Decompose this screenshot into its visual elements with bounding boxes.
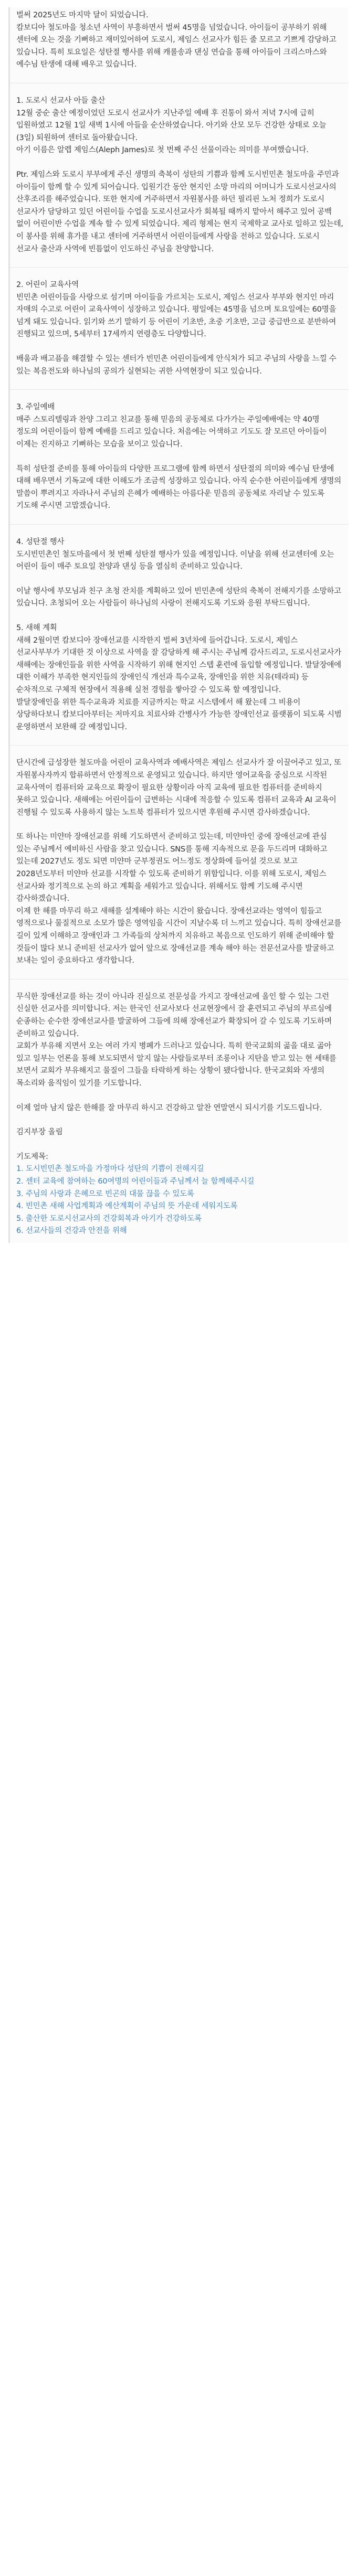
section-paragraph: 이제 얼마 남지 않은 한해를 잘 마무리 하시고 건강하고 알찬 연말연시 되시기를 기도드립니다. (16, 1103, 322, 1112)
section-closing (16, 991, 343, 1238)
prayer-requests-title: 기도제목: (16, 1152, 48, 1161)
section-paragraph: 4. 성탄절 행사 도시빈민촌인 철도마을에서 첫 번째 성탄절 행사가 있을 예정입니다. 이날을 위해 선교센터에 오는 어린이 들이 매주 토요일 찬양과 댄싱 등을 열심히 준비하고 있습니다. (16, 538, 334, 571)
section-paragraph: 무식한 장애선교를 하는 것이 아니라 진실으로 전문성을 가지고 장애선교에 올인 할 수 있는 그런 신실한 선교사를 의미합니다. 저는 한국인 선교사보다 선교현장에서 잘 훈련되고 주님의 부르심에 순종하는 순수한 장애선교사를 발굴하여 그들에 의해 장애선교가 확장되어 갈 수 있도록 기도하며 준비하고 있습니다. 교회가 부유해 지면서 오는 여러 가지 병폐가 드러나고 있습니다. 특히 한국교회의 곪을 대로 곪아 있고 일부는 언론을 통해 보도되면서 알지 않는 사람들로부터 조롱이나 지탄을 받고 있는 현 세태를 보면서 교회가 부유해지고 물질이 그들을 타락하게 하는 상황이 됐다합니다. 한국교회와 자생의 목소리와 움직임이 있기를 기도합니다. (16, 992, 337, 1088)
section-education (16, 279, 343, 378)
section-paragraph: 단시간에 급성장한 철도마을 어린이 교육사역과 예배사역은 제임스 선교사가 잘 이끌어주고 있고, 또 자원봉사자까지 합류하면서 안정적으로 운영되고 있습니다. 하지만 영어교육을 중심으로 시작된 교육사역이 컴퓨터와 교육으로 확장이 필요한 상황이라 아직 교육에 필요한 컴퓨터를 준비하지 못하고 있습니다. 새해에는 어린이들이 급변하는 시대에 적응할 수 있도록 컴퓨터 교육과 AI 교육이 진행될 수 있도록 사용하지 않는 노트북 컴퓨터가 있으시면 후원해 주시면 감사하겠습니다. (16, 759, 344, 817)
prayer-item: 6. 선교사들의 건강과 안전을 위해 (16, 1227, 127, 1236)
letter-body (8, 7, 349, 1243)
section-divider (10, 524, 349, 525)
prayer-item: 4. 빈민촌 새해 사업계획과 예산계획이 주님의 뜻 가운데 세워지도록 (16, 1202, 238, 1211)
signature: 김지부장 올림 (16, 1128, 63, 1137)
section-divider (10, 979, 349, 980)
section-divider (10, 267, 349, 268)
section-paragraph: 2. 어린이 교육사역 빈민촌 어린이들을 사랑으로 섬기며 아이들을 가르치는 도로시, 제임스 선교사 부부와 현지인 마리 자매의 수고로 어린이 교육사역이 성장하고 있습니다. 평일에는 45명을 넘으며 토요일에는 60명을 넘게 돼도 있습니다. 읽기와 쓰기 말하기 등 어린이 기초반, 초중 기초반, 고급 중급반으로 분반하여 진행되고 있으며, 5세부터 17세까지 연령층도 다양합니다. (16, 281, 337, 339)
section-paragraph: 3. 주일예배 매주 스토리텔링과 찬양 그리고 친교를 통해 믿음의 공동체로 다가가는 주일예배에는 약 40명 정도의 어린이들이 함께 예배를 드리고 있습니다. 처음에는 어색하고 기도도 잘 모르던 아이들이 이제는 진지하고 기뻐하는 모습을 보이고 있습니다. (16, 403, 327, 449)
section-christmas-and-plans (16, 536, 343, 733)
prayer-item: 1. 도시빈민촌 철도마을 가정마다 성탄의 기쁨이 전해지길 (16, 1165, 204, 1174)
section-worship (16, 401, 343, 513)
intro-paragraph: 벌써 2025년도 마지막 달이 되었습니다. 캄보디아 철도마을 청소년 사역이 부흥하면서 벌써 45명을 넘었습니다. 아이들이 공부하기 위해 센터에 오는 것을 기뻐하고 재미있어하여 도로시, 제임스 선교사가 힘든 줄 모르고 기쁘게 감당하고 있습니다. 특히 토요일은 성탄절 행사를 위해 캐롤송과 댄싱 연습을 통해 아이들이 크리스마스와 예수님 탄생에 대해 배우고 있습니다. (16, 11, 337, 69)
prayer-requests-list (16, 1163, 343, 1238)
prayer-item: 3. 주님의 사랑과 은혜으로 빈곤의 대물 끊을 수 있도록 (16, 1189, 194, 1198)
section-divider (10, 745, 349, 746)
prayer-item: 2. 센터 교육에 참여하는 60여명의 어린이들과 주님께서 늘 함께해주시길 (16, 1177, 255, 1186)
section-paragraph: 또 하나는 미얀마 장애선교를 위해 기도하면서 준비하고 있는데, 미얀마인 중에 장애선교에 관심 있는 주님께서 예비하신 사람을 찾고 있습니다. SNS를 통해 지속적으로 문을 두드리며 대화하고 있는데 2027년도 정도 되면 미얀마 군부정권도 어느정도 정상화에 들어설 것으로 보고 2028년도부터 미얀마 선교를 시작할 수 있도록 준비하기 위함입니다. 이를 위해 도로시, 제임스 선교사와 정기적으로 논의 하고 계획을 세워가고 있습니다. 위해서도 함께 기도해 주시면 감사하겠습니다. 이제 한 해를 마무리 하고 새해를 설계해야 하는 시간이 왔습니다. 장애선교라는 영역이 힘들고 영적으로나 물질적으로 소모가 많은 영역임을 시간이 지날수록 더 느끼고 있습니다. 특히 장애선교를 길이 있게 이해하고 장애인과 그 가족들의 상처까지 치유하고 복음으로 인도하기 위해 준비해야 할 것들이 많다 보니 준비된 선교사가 없어 앞으로 장애선교를 계속 해야 하는 전문선교사를 발굴하고 보내는 일이 중요하다고 생각합니다. (16, 833, 341, 965)
section-paragraph: Ptr. 제임스와 도로시 부부에게 주신 생명의 축복이 성탄의 기쁨과 함께 도시빈민촌 철도마을 주민과 아이들이 함께 할 수 있게 되어습니다. 입원기간 동안 현지인 소망 마리의 어머니가 도로시선교사의 산후조리를 해주었습니다. 또한 현지에 거주하면서 자원봉사를 하던 필리핀 노처 정희가 도로시 선교사가 담당하고 있던 어린이들 수업을 도로시선교사가 회복될 때까지 맡아서 해주고 있어 공백 없이 어린이반 수업을 계속 할 수 있게 되었습니다. 제리 형제는 현지 국제학교 교사로 일하고 있는데, 이 봉사를 위해 휴가를 내고 센터에 거주하면서 어린이들에게 사랑을 전하고 있습니다. 도로시 선교사 출산과 사역에 빈틈없이 인도하신 주님을 찬양합니다. (16, 170, 346, 253)
section-birth (16, 95, 346, 256)
section-divider (10, 389, 349, 390)
section-paragraph: 1. 도로시 선교사 아들 출산 12월 중순 출산 예정이었던 도로시 선교사가 지난주일 예배 후 진통이 와서 저녁 7시에 급히 입원하였고 12월 1일 새벽 1시에 아들을 순산하였습니다. 아기와 산모 모두 건강한 상태로 오늘(3일) 퇴원하여 센터로 돌아왔습니다. 아기 이름은 알렙 제임스(Aleph James)로 첫 번째 주신 선물이라는 의미를 부여했습니다. (16, 96, 327, 155)
section-paragraph: 배움과 배고픔을 해결할 수 있는 센터가 빈민촌 어린이들에게 안식처가 되고 주님의 사랑을 느낄 수 있는 복음전도와 하나님의 공의가 실현되는 귀한 사역현장이 되고 있습니다. (16, 355, 339, 376)
section-paragraph: 특히 성탄절 준비를 통해 아이들의 다양한 프로그램에 함께 하면서 성탄절의 의미와 예수님 탄생에 대해 배우면서 기독교에 대한 이해도가 조금씩 성장하고 있습니다. 아직 순수한 어린이들에게 생명의 말씀이 뿌려지고 자라나서 주님의 은혜가 예배하는 아름다운 믿음의 공동체로 자리날 수 있도록 기도해 주시면 고맙겠습니다. (16, 464, 344, 510)
section-ministry-outlook (16, 757, 343, 967)
section-paragraph: 이날 행사에 부모님과 친구 초청 잔치를 계획하고 있어 빈민촌에 성탄의 축복이 전해지기를 소망하고 있습니다. 초청되어 오는 사람들이 하나님의 사랑이 전해지도록 기도와 응원 부탁드립니다. (16, 587, 344, 608)
prayer-item: 5. 출산한 도로시선교사의 건강회복과 아기가 건강하도록 (16, 1214, 202, 1223)
section-paragraph: 5. 새해 계획 새해 2월이면 캄보디아 장애선교를 시작한지 벌써 3년차에 들어갑니다. 도로시, 제임스 선교사부부가 기대한 것 이상으로 사역을 잘 감당하게 해 주시는 주님께 감사드리고, 도로시선교사가 새해에는 장애인들을 위한 사역을 시작하기 위해 현지인 스텝 훈련에 돌입할 예정입니다. 발달장애에 대한 이해가 부족한 현지인들의 장애인식 개선과 특수교육, 장애인을 위한 치유(테라피) 등 순차적으로 구체적 현장에서 적용해 실천 경험을 쌓아갈 수 있도록 할 예정입니다. 발달장애인을 위한 특수교육과 치료를 지금까지는 학교 시스템에서 해 왔는데 그 비용이 상당하다보니 캄보디아부터는 저마지요 치료사와 간병사가 가능한 장애인선교 플랫폼이 되도록 시범 운영하면서 보완해 갈 예정입니다. (16, 623, 342, 731)
